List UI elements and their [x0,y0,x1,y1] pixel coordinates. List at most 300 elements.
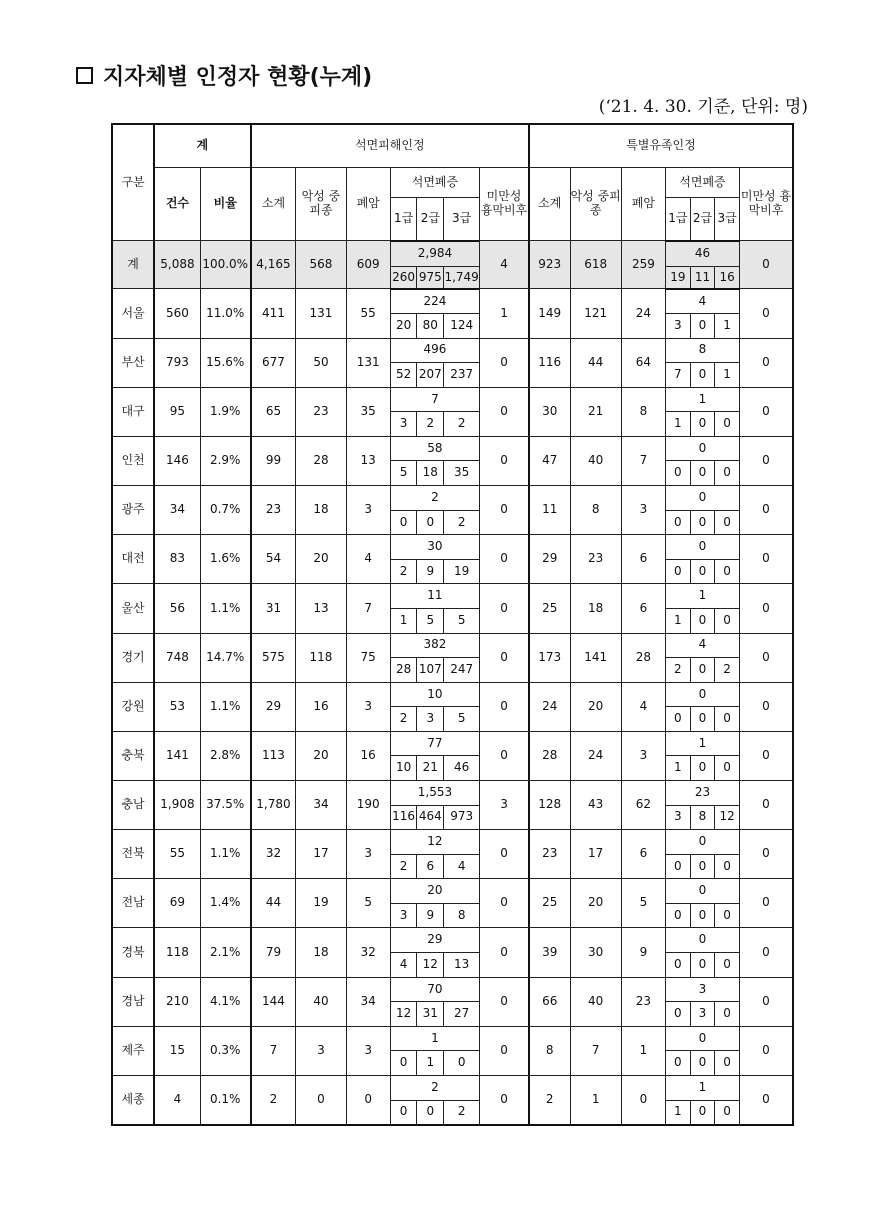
asbestos-asbestosis-cell: 58 [390,436,479,461]
header-region: 구분 [112,124,154,241]
asbestos-lung-cancer-cell: 35 [346,387,390,436]
survivor-grade2-cell: 11 [690,266,715,289]
survivor-asbestosis-cell: 0 [666,1026,740,1051]
region-cell: 전남 [112,879,154,928]
asbestos-grade1-cell: 2 [390,559,417,584]
survivor-pleural-cell: 0 [739,682,793,731]
asbestos-mesothelioma-cell: 40 [296,977,346,1026]
survivor-grade2-cell: 0 [690,559,715,584]
survivor-pleural-cell: 0 [739,486,793,535]
asbestos-grade2-cell: 207 [417,363,444,388]
survivor-grade3-cell: 2 [715,658,740,683]
asbestos-asbestosis-cell: 12 [390,830,479,855]
header-a-mesothelioma: 악성 중피종 [296,167,346,241]
asbestos-subtotal-cell: 54 [251,535,296,584]
header-row-2 [112,167,793,198]
asbestos-grade2-cell: 5 [417,608,444,633]
asbestos-grade2-cell: 975 [417,266,444,289]
asbestos-grade2-cell: 9 [417,559,444,584]
asbestos-grade1-cell: 4 [390,953,417,978]
table-row [112,436,793,461]
region-cell: 부산 [112,338,154,387]
survivor-mesothelioma-cell: 43 [570,781,621,830]
survivor-grade2-cell: 0 [690,953,715,978]
survivor-subtotal-cell: 8 [529,1026,570,1075]
survivor-asbestosis-cell: 1 [666,1075,740,1100]
survivor-mesothelioma-cell: 40 [570,436,621,485]
survivor-grade1-cell: 0 [666,903,691,928]
survivor-grade3-cell: 1 [715,314,740,339]
asbestos-grade1-cell: 1 [390,608,417,633]
survivor-grade2-cell: 0 [690,461,715,486]
header-a-pleural: 미만성 흉막비후 [480,167,529,241]
asbestos-lung-cancer-cell: 3 [346,682,390,731]
asbestos-lung-cancer-cell: 609 [346,241,390,289]
survivor-subtotal-cell: 25 [529,879,570,928]
region-cell: 전북 [112,830,154,879]
asbestos-grade3-cell: 27 [444,1002,480,1027]
checkbox-bullet-icon [76,67,93,84]
total-row [112,241,793,267]
asbestos-grade3-cell: 5 [444,608,480,633]
survivor-lung-cancer-cell: 3 [621,731,665,780]
asbestos-pleural-cell: 0 [480,977,529,1026]
ratio-cell: 0.3% [200,1026,250,1075]
asbestos-asbestosis-cell: 29 [390,928,479,953]
ratio-cell: 2.8% [200,731,250,780]
asbestos-asbestosis-cell: 496 [390,338,479,363]
region-cell: 광주 [112,486,154,535]
ratio-cell: 0.7% [200,486,250,535]
survivor-grade3-cell: 0 [715,953,740,978]
survivor-pleural-cell: 0 [739,1075,793,1125]
asbestos-grade2-cell: 21 [417,756,444,781]
survivor-grade1-cell: 1 [666,756,691,781]
region-cell: 울산 [112,584,154,633]
count-cell: 118 [154,928,200,977]
asbestos-pleural-cell: 1 [480,289,529,338]
asbestos-mesothelioma-cell: 20 [296,535,346,584]
survivor-grade3-cell: 0 [715,903,740,928]
survivor-grade3-cell: 0 [715,707,740,732]
header-asbestos-group: 석면피해인정 [251,124,529,167]
asbestos-asbestosis-cell: 1,553 [390,781,479,806]
header-a-grade1: 1급 [390,198,417,241]
header-a-grade2: 2급 [417,198,444,241]
asbestos-pleural-cell: 0 [480,633,529,682]
region-cell: 제주 [112,1026,154,1075]
asbestos-asbestosis-cell: 10 [390,682,479,707]
asbestos-grade3-cell: 1,749 [444,266,480,289]
survivor-mesothelioma-cell: 44 [570,338,621,387]
survivor-grade3-cell: 0 [715,510,740,535]
survivor-grade3-cell: 0 [715,1051,740,1076]
asbestos-grade1-cell: 116 [390,805,417,830]
table-note: (‘21. 4. 30. 기준, 단위: 명) [598,97,808,117]
asbestos-lung-cancer-cell: 34 [346,977,390,1026]
survivor-pleural-cell: 0 [739,781,793,830]
asbestos-lung-cancer-cell: 55 [346,289,390,338]
survivor-grade2-cell: 0 [690,1051,715,1076]
asbestos-subtotal-cell: 4,165 [251,241,296,289]
survivor-pleural-cell: 0 [739,387,793,436]
count-cell: 5,088 [154,241,200,289]
survivor-lung-cancer-cell: 64 [621,338,665,387]
asbestos-asbestosis-cell: 77 [390,731,479,756]
survivor-asbestosis-cell: 4 [666,633,740,658]
survivor-grade2-cell: 0 [690,707,715,732]
asbestos-grade1-cell: 20 [390,314,417,339]
asbestos-grade1-cell: 0 [390,510,417,535]
table-row [112,781,793,806]
survivor-asbestosis-cell: 0 [666,436,740,461]
table-row [112,928,793,953]
header-count: 건수 [154,167,200,241]
ratio-cell: 1.1% [200,682,250,731]
count-cell: 141 [154,731,200,780]
asbestos-asbestosis-cell: 224 [390,289,479,314]
count-cell: 748 [154,633,200,682]
count-cell: 34 [154,486,200,535]
asbestos-asbestosis-cell: 2 [390,1075,479,1100]
table-row [112,879,793,904]
survivor-grade2-cell: 0 [690,658,715,683]
asbestos-lung-cancer-cell: 32 [346,928,390,977]
header-s-asbestosis: 석면폐증 [666,167,740,198]
header-a-asbestosis: 석면폐증 [390,167,479,198]
header-s-grade3: 3급 [715,198,740,241]
region-cell: 계 [112,241,154,289]
survivor-subtotal-cell: 173 [529,633,570,682]
region-cell: 서울 [112,289,154,338]
asbestos-lung-cancer-cell: 16 [346,731,390,780]
survivor-lung-cancer-cell: 4 [621,682,665,731]
asbestos-subtotal-cell: 65 [251,387,296,436]
asbestos-grade3-cell: 237 [444,363,480,388]
survivor-mesothelioma-cell: 40 [570,977,621,1026]
asbestos-mesothelioma-cell: 568 [296,241,346,289]
asbestos-pleural-cell: 0 [480,1026,529,1075]
asbestos-pleural-cell: 0 [480,584,529,633]
survivor-subtotal-cell: 116 [529,338,570,387]
survivor-asbestosis-cell: 0 [666,486,740,511]
asbestos-pleural-cell: 3 [480,781,529,830]
survivor-grade1-cell: 7 [666,363,691,388]
survivor-pleural-cell: 0 [739,535,793,584]
survivor-subtotal-cell: 66 [529,977,570,1026]
asbestos-pleural-cell: 0 [480,1075,529,1125]
count-cell: 15 [154,1026,200,1075]
survivor-lung-cancer-cell: 5 [621,879,665,928]
survivor-grade3-cell: 0 [715,756,740,781]
asbestos-asbestosis-cell: 1 [390,1026,479,1051]
asbestos-mesothelioma-cell: 0 [296,1075,346,1125]
asbestos-subtotal-cell: 23 [251,486,296,535]
count-cell: 69 [154,879,200,928]
asbestos-grade2-cell: 80 [417,314,444,339]
asbestos-mesothelioma-cell: 18 [296,486,346,535]
survivor-grade2-cell: 0 [690,756,715,781]
ratio-cell: 1.4% [200,879,250,928]
survivor-mesothelioma-cell: 618 [570,241,621,289]
asbestos-subtotal-cell: 1,780 [251,781,296,830]
region-cell: 충남 [112,781,154,830]
region-cell: 강원 [112,682,154,731]
count-cell: 56 [154,584,200,633]
asbestos-mesothelioma-cell: 34 [296,781,346,830]
asbestos-mesothelioma-cell: 50 [296,338,346,387]
table-row [112,338,793,363]
table-row [112,486,793,511]
asbestos-grade3-cell: 8 [444,903,480,928]
survivor-asbestosis-cell: 0 [666,928,740,953]
asbestos-subtotal-cell: 29 [251,682,296,731]
ratio-cell: 14.7% [200,633,250,682]
survivor-grade1-cell: 1 [666,608,691,633]
asbestos-lung-cancer-cell: 131 [346,338,390,387]
survivor-subtotal-cell: 30 [529,387,570,436]
survivor-mesothelioma-cell: 18 [570,584,621,633]
asbestos-grade1-cell: 260 [390,266,417,289]
survivor-grade3-cell: 0 [715,608,740,633]
asbestos-asbestosis-cell: 11 [390,584,479,609]
asbestos-subtotal-cell: 7 [251,1026,296,1075]
header-ratio: 비율 [200,167,250,241]
survivor-grade3-cell: 0 [715,1100,740,1125]
survivor-grade2-cell: 0 [690,412,715,437]
table-row [112,977,793,1002]
survivor-mesothelioma-cell: 17 [570,830,621,879]
survivor-grade1-cell: 0 [666,461,691,486]
asbestos-subtotal-cell: 2 [251,1075,296,1125]
ratio-cell: 0.1% [200,1075,250,1125]
survivor-grade2-cell: 0 [690,1100,715,1125]
asbestos-subtotal-cell: 677 [251,338,296,387]
asbestos-grade1-cell: 0 [390,1100,417,1125]
table-row [112,289,793,314]
asbestos-mesothelioma-cell: 20 [296,731,346,780]
asbestos-asbestosis-cell: 20 [390,879,479,904]
header-row-1 [112,124,793,167]
header-s-grade1: 1급 [666,198,691,241]
ratio-cell: 11.0% [200,289,250,338]
survivor-grade3-cell: 0 [715,1002,740,1027]
survivor-mesothelioma-cell: 24 [570,731,621,780]
asbestos-lung-cancer-cell: 75 [346,633,390,682]
asbestos-grade3-cell: 19 [444,559,480,584]
asbestos-mesothelioma-cell: 118 [296,633,346,682]
header-s-subtotal: 소계 [529,167,570,241]
survivor-grade1-cell: 3 [666,805,691,830]
survivor-mesothelioma-cell: 21 [570,387,621,436]
region-cell: 세종 [112,1075,154,1125]
table-row [112,830,793,855]
asbestos-asbestosis-cell: 382 [390,633,479,658]
region-cell: 대전 [112,535,154,584]
asbestos-subtotal-cell: 31 [251,584,296,633]
asbestos-mesothelioma-cell: 131 [296,289,346,338]
table-row [112,731,793,756]
survivor-lung-cancer-cell: 8 [621,387,665,436]
asbestos-grade1-cell: 2 [390,707,417,732]
table-row [112,387,793,412]
survivor-subtotal-cell: 23 [529,830,570,879]
asbestos-grade2-cell: 9 [417,903,444,928]
asbestos-pleural-cell: 0 [480,731,529,780]
asbestos-grade1-cell: 3 [390,412,417,437]
survivor-grade1-cell: 19 [666,266,691,289]
asbestos-lung-cancer-cell: 7 [346,584,390,633]
survivor-pleural-cell: 0 [739,289,793,338]
survivor-lung-cancer-cell: 3 [621,486,665,535]
asbestos-subtotal-cell: 113 [251,731,296,780]
ratio-cell: 2.1% [200,928,250,977]
asbestos-grade3-cell: 0 [444,1051,480,1076]
ratio-cell: 2.9% [200,436,250,485]
survivor-mesothelioma-cell: 1 [570,1075,621,1125]
survivor-mesothelioma-cell: 141 [570,633,621,682]
asbestos-grade3-cell: 46 [444,756,480,781]
survivor-lung-cancer-cell: 7 [621,436,665,485]
asbestos-mesothelioma-cell: 23 [296,387,346,436]
survivor-lung-cancer-cell: 259 [621,241,665,289]
asbestos-subtotal-cell: 32 [251,830,296,879]
survivor-asbestosis-cell: 1 [666,387,740,412]
survivor-subtotal-cell: 24 [529,682,570,731]
header-a-lung-cancer: 폐암 [346,167,390,241]
survivor-grade2-cell: 0 [690,854,715,879]
survivor-asbestosis-cell: 4 [666,289,740,314]
asbestos-grade2-cell: 12 [417,953,444,978]
ratio-cell: 1.9% [200,387,250,436]
count-cell: 793 [154,338,200,387]
asbestos-pleural-cell: 0 [480,535,529,584]
asbestos-pleural-cell: 0 [480,928,529,977]
survivor-lung-cancer-cell: 24 [621,289,665,338]
asbestos-grade1-cell: 10 [390,756,417,781]
survivor-subtotal-cell: 29 [529,535,570,584]
asbestos-grade2-cell: 0 [417,510,444,535]
header-s-grade2: 2급 [690,198,715,241]
header-a-subtotal: 소계 [251,167,296,241]
survivor-subtotal-cell: 39 [529,928,570,977]
asbestos-mesothelioma-cell: 3 [296,1026,346,1075]
asbestos-grade2-cell: 18 [417,461,444,486]
ratio-cell: 100.0% [200,241,250,289]
survivor-lung-cancer-cell: 28 [621,633,665,682]
region-cell: 대구 [112,387,154,436]
survivor-subtotal-cell: 128 [529,781,570,830]
survivor-pleural-cell: 0 [739,1026,793,1075]
asbestos-grade2-cell: 2 [417,412,444,437]
survivor-asbestosis-cell: 0 [666,535,740,560]
asbestos-pleural-cell: 0 [480,436,529,485]
survivor-grade1-cell: 0 [666,854,691,879]
survivor-grade1-cell: 1 [666,412,691,437]
header-s-mesothelioma: 악성 중피종 [570,167,621,241]
survivor-pleural-cell: 0 [739,633,793,682]
ratio-cell: 15.6% [200,338,250,387]
asbestos-grade2-cell: 107 [417,658,444,683]
asbestos-lung-cancer-cell: 190 [346,781,390,830]
asbestos-mesothelioma-cell: 16 [296,682,346,731]
survivor-grade2-cell: 8 [690,805,715,830]
survivor-pleural-cell: 0 [739,731,793,780]
survivor-pleural-cell: 0 [739,879,793,928]
asbestos-lung-cancer-cell: 4 [346,535,390,584]
survivor-grade1-cell: 2 [666,658,691,683]
survivor-grade2-cell: 0 [690,363,715,388]
survivor-grade2-cell: 0 [690,608,715,633]
survivor-grade2-cell: 0 [690,314,715,339]
survivor-grade2-cell: 0 [690,510,715,535]
asbestos-grade3-cell: 13 [444,953,480,978]
survivor-pleural-cell: 0 [739,241,793,289]
table-row [112,1026,793,1051]
survivor-grade3-cell: 1 [715,363,740,388]
survivor-lung-cancer-cell: 62 [621,781,665,830]
table-row [112,633,793,658]
asbestos-grade2-cell: 0 [417,1100,444,1125]
asbestos-grade3-cell: 973 [444,805,480,830]
count-cell: 210 [154,977,200,1026]
survivor-asbestosis-cell: 0 [666,682,740,707]
ratio-cell: 1.1% [200,830,250,879]
survivor-grade1-cell: 3 [666,314,691,339]
survivor-grade3-cell: 0 [715,461,740,486]
survivor-mesothelioma-cell: 20 [570,879,621,928]
region-cell: 경기 [112,633,154,682]
count-cell: 560 [154,289,200,338]
asbestos-pleural-cell: 0 [480,338,529,387]
survivor-mesothelioma-cell: 7 [570,1026,621,1075]
count-cell: 146 [154,436,200,485]
ratio-cell: 1.1% [200,584,250,633]
asbestos-grade3-cell: 247 [444,658,480,683]
count-cell: 83 [154,535,200,584]
asbestos-asbestosis-cell: 30 [390,535,479,560]
survivor-pleural-cell: 0 [739,977,793,1026]
survivor-grade1-cell: 0 [666,707,691,732]
survivor-asbestosis-cell: 3 [666,977,740,1002]
asbestos-grade1-cell: 5 [390,461,417,486]
asbestos-lung-cancer-cell: 3 [346,830,390,879]
survivor-lung-cancer-cell: 1 [621,1026,665,1075]
page-title [76,60,372,91]
survivor-subtotal-cell: 11 [529,486,570,535]
survivor-grade1-cell: 0 [666,1051,691,1076]
asbestos-grade1-cell: 52 [390,363,417,388]
asbestos-pleural-cell: 4 [480,241,529,289]
survivor-grade2-cell: 0 [690,903,715,928]
survivor-mesothelioma-cell: 30 [570,928,621,977]
survivor-grade1-cell: 0 [666,1002,691,1027]
survivor-asbestosis-cell: 23 [666,781,740,806]
count-cell: 53 [154,682,200,731]
table-row [112,1075,793,1100]
asbestos-grade2-cell: 6 [417,854,444,879]
asbestos-lung-cancer-cell: 0 [346,1075,390,1125]
region-cell: 경북 [112,928,154,977]
asbestos-mesothelioma-cell: 13 [296,584,346,633]
region-cell: 경남 [112,977,154,1026]
survivor-subtotal-cell: 47 [529,436,570,485]
asbestos-asbestosis-cell: 70 [390,977,479,1002]
survivor-grade3-cell: 0 [715,412,740,437]
survivor-lung-cancer-cell: 23 [621,977,665,1026]
asbestos-grade1-cell: 2 [390,854,417,879]
asbestos-lung-cancer-cell: 13 [346,436,390,485]
